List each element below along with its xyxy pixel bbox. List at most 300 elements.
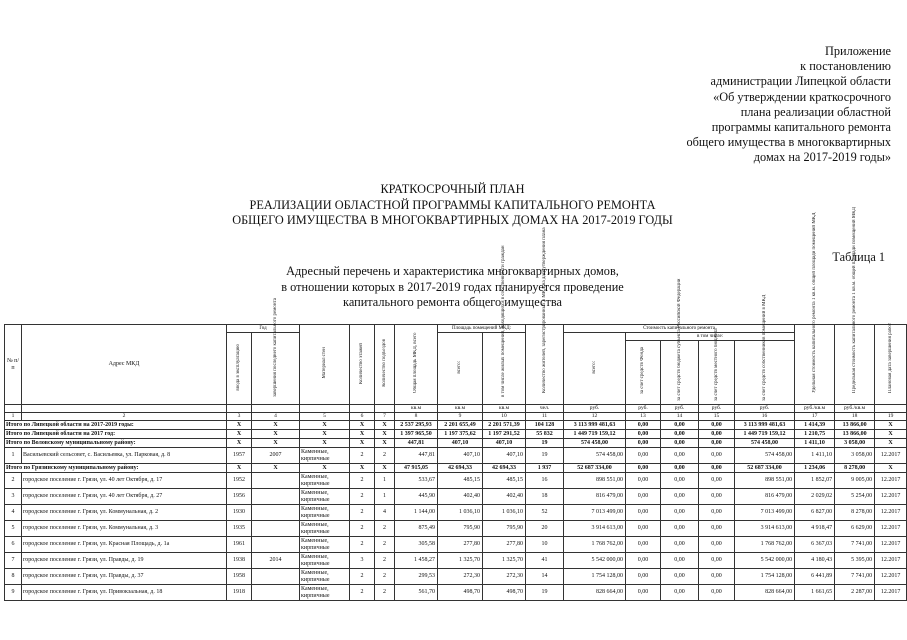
table-cell: 305,58 [395,537,438,553]
table-cell: 0,00 [699,505,735,521]
table-cell: 0,00 [661,553,699,569]
table-cell: 0,00 [699,489,735,505]
table-cell: Итого по Грязинскому муниципальному району: [5,464,227,473]
title-line: ОБЩЕГО ИМУЩЕСТВА В МНОГОКВАРТИРНЫХ ДОМАХ НА 2017-2019 ГОДЫ [232,213,673,227]
table-cell: 2 [350,569,375,585]
table-cell: 2 201 571,39 [483,421,526,430]
title-line: РЕАЛИЗАЦИИ ОБЛАСТНОЙ ПРОГРАММЫ КАПИТАЛЬНОГО РЕМОНТА [249,197,656,212]
table-cell: 2 [375,448,395,464]
table-cell: 12.2017 [875,537,907,553]
table-cell: 498,70 [438,585,483,601]
table-cell: 0,00 [699,439,735,448]
table-cell: 445,90 [395,489,438,505]
table-cell: 1 768 762,00 [735,537,795,553]
table-cell: 1 414,39 [795,421,835,430]
table-cell: 875,49 [395,521,438,537]
table-cell: 795,90 [483,521,526,537]
table-cell: Каменные, кирпичные [300,505,350,521]
table-cell: 0,00 [661,537,699,553]
table-cell: 4 180,43 [795,553,835,569]
table-row [5,489,907,505]
table-row [5,569,907,585]
table-cell: 13 866,00 [835,421,875,430]
table-cell: 16 [526,473,564,489]
table-cell: 3 058,00 [835,439,875,448]
table-cell: 898 551,00 [564,473,626,489]
header-unit-cost: Удельная стоимость капитального ремонта 1 кв.м. общей площади помещений МКД [795,325,835,405]
table-cell: 1 768 762,00 [564,537,626,553]
table-cell: 19 [526,585,564,601]
table-cell [252,569,300,585]
header-cost-incl: в том числе: [626,333,795,341]
table-cell: 574 458,00 [564,448,626,464]
table-cell: 574 458,00 [735,448,795,464]
table-cell: 272,30 [438,569,483,585]
table-cell: 407,10 [438,448,483,464]
table-cell: 52 687 334,00 [735,464,795,473]
table-row [5,553,907,569]
table-cell: Каменные, кирпичные [300,448,350,464]
table-cell: 3 113 999 481,63 [735,421,795,430]
table-cell: 2 [375,521,395,537]
table-cell: 5 542 000,00 [564,553,626,569]
table-cell: 0,00 [626,448,661,464]
table-cell: 19 [526,448,564,464]
table-cell: 6 441,89 [795,569,835,585]
table-cell: 1 661,65 [795,585,835,601]
table-cell: Каменные, кирпичные [300,537,350,553]
table-cell: 8 [5,569,22,585]
table-cell: 42 694,33 [438,464,483,473]
table-cell: 533,67 [395,473,438,489]
table-cell: 41 [526,553,564,569]
table-cell: X [350,464,375,473]
table-cell: 402,40 [483,489,526,505]
table-cell: 6 367,03 [795,537,835,553]
table-cell: X [252,464,300,473]
table-cell: 2 [350,489,375,505]
table-cell: X [875,464,907,473]
table-cell: 12.2017 [875,448,907,464]
table-cell: 2 537 295,93 [395,421,438,430]
table-cell: X [252,439,300,448]
table-cell: 272,30 [483,569,526,585]
appendix-line: общего имущества в многоквартирных [686,135,891,150]
table-cell: 12.2017 [875,505,907,521]
table-cell: 0,00 [699,448,735,464]
table-cell: X [252,430,300,439]
table-cell: X [300,464,350,473]
table-cell [252,473,300,489]
table-row [5,448,907,464]
table-cell: городское поселение г. Грязи, ул. Привокзальная, д. 18 [22,585,227,601]
table-cell: 2 029,02 [795,489,835,505]
appendix-line: Приложение [825,44,891,58]
table-cell: 828 664,00 [564,585,626,601]
table-cell: 20 [526,521,564,537]
table-cell: Каменные, кирпичные [300,585,350,601]
table-body [5,405,907,601]
table-cell: 1 449 719 159,12 [735,430,795,439]
table-row [5,505,907,521]
table-cell: 0,00 [661,585,699,601]
table-cell: 9 005,00 [835,473,875,489]
table-cell: 1 754 128,00 [564,569,626,585]
header-cost-fund: за счет средств Фонда [626,341,661,405]
document-title [0,182,905,229]
table-row [5,585,907,601]
table-cell: X [375,430,395,439]
table-cell: 12.2017 [875,473,907,489]
table-cell: Итого по Липецкой области на 2017 год: [5,430,227,439]
total-row [5,430,907,439]
table-cell: 0,00 [626,421,661,430]
table-cell: 3 [350,553,375,569]
table-cell: X [252,421,300,430]
table-row [5,537,907,553]
table-cell: Каменные, кирпичные [300,569,350,585]
table-cell: 55 832 [526,430,564,439]
table-cell: X [227,421,252,430]
table-cell: Каменные, кирпичные [300,489,350,505]
appendix-line: домах на 2017-2019 годы» [753,150,891,165]
table-cell: городское поселение г. Грязи, ул. Правды, д. 37 [22,569,227,585]
table-cell: 402,40 [438,489,483,505]
header-cost-local: за счет средств местного бюджета [699,341,735,405]
table-cell: 1 [375,489,395,505]
table-cell: 1 411,10 [795,439,835,448]
table-cell: 1935 [227,521,252,537]
table-cell: 3 113 999 481,63 [564,421,626,430]
table-cell: 1 325,70 [483,553,526,569]
table-cell: 0,00 [699,421,735,430]
table-cell: 0,00 [699,553,735,569]
table-cell: 3 914 613,00 [564,521,626,537]
table-cell: 2 [350,448,375,464]
table-cell: 0,00 [661,505,699,521]
table-cell: 299,53 [395,569,438,585]
table-cell: 8 278,00 [835,505,875,521]
table-cell [252,489,300,505]
table-cell: 407,10 [438,439,483,448]
table-cell: 1 458,27 [395,553,438,569]
table-row [5,521,907,537]
table-cell: 0,00 [661,569,699,585]
header-max-cost: Предельная стоимость капитального ремонта 1 кв.м. общей площади помещений МКД [835,325,875,405]
table-cell: 1938 [227,553,252,569]
table-cell: 2 [375,569,395,585]
appendix-line: программы капитального ремонта [711,120,891,135]
header-cost-owners: за счет средств собственников помещений в МКД [735,341,795,405]
table-cell: 828 664,00 [735,585,795,601]
table-cell: 277,80 [438,537,483,553]
table-cell: 485,15 [483,473,526,489]
header-premises-owned: в том числе жилых помещений, находящихся в собственности граждан [483,333,526,405]
table-cell: городское поселение г. Грязи, ул. 40 лет Октября, д. 27 [22,489,227,505]
table-cell: 1961 [227,537,252,553]
table-cell: 104 128 [526,421,564,430]
header-planned-date: Плановая дата завершения работ [875,325,907,405]
table-number-label: Таблица 1 [832,250,885,264]
table-cell: 2 [375,585,395,601]
table-cell: 9 [5,585,22,601]
table-row [5,473,907,489]
total-row [5,439,907,448]
table-cell: 898 551,00 [735,473,795,489]
appendix-line: администрации Липецкой области [710,74,891,89]
table-cell: 1 411,10 [795,448,835,464]
table-cell [252,537,300,553]
column-numbers-row: 1 2 3 4 5 6 7 8 9 10 11 12 13 14 15 16 17 18 19 [5,413,907,421]
table-cell: 2014 [252,553,300,569]
caption-line: в отношении которых в 2017-2019 годах планируется проведение [281,279,624,294]
table-cell: Итого по Липецкой области на 2017-2019 годы: [5,421,227,430]
table-cell: 1 937 [526,464,564,473]
table-cell: 0,00 [626,569,661,585]
table-cell: 2 [5,473,22,489]
table-cell: X [875,421,907,430]
table-cell: 407,10 [483,439,526,448]
table-cell: 1 210,75 [795,430,835,439]
appendix-line: к постановлению [800,59,891,74]
table-cell: X [227,439,252,448]
table-cell: Васильевский сельсовет, с. Васильевка, ул. Парковая, д. 8 [22,448,227,464]
table-cell: 561,70 [395,585,438,601]
table-cell: 2 287,00 [835,585,875,601]
table-cell: 277,80 [483,537,526,553]
table-cell: 0,00 [626,521,661,537]
table-cell: 795,90 [438,521,483,537]
table-cell: 0,00 [661,421,699,430]
table-cell: 0,00 [661,448,699,464]
table-cell: 1 197 375,62 [438,430,483,439]
table-cell: X [875,430,907,439]
table-cell: X [350,430,375,439]
table-cell: 47 915,05 [395,464,438,473]
table-cell: 1918 [227,585,252,601]
units-row: кв.м кв.м кв.м чел. руб. руб. руб. руб. руб. руб./кв.м руб./кв.м [5,405,907,413]
table-cell: 1 325,70 [438,553,483,569]
total-row [5,421,907,430]
table-cell: Каменные, кирпичные [300,473,350,489]
table-cell: 2 [350,505,375,521]
table-cell: 4 918,47 [795,521,835,537]
header-year-repair: завершения последнего капитального ремонта [252,333,300,405]
table-cell: 7 [5,553,22,569]
table-cell: X [350,421,375,430]
table-cell: 8 278,00 [835,464,875,473]
table-cell: городское поселение г. Грязи, ул. Коммунальная, д. 2 [22,505,227,521]
caption-line: капитального ремонта общего имущества [343,295,562,309]
table-cell: 7 741,00 [835,537,875,553]
table-cell: 0,00 [626,585,661,601]
table-cell: 2 [375,537,395,553]
table-cell: городское поселение г. Грязи, ул. Красная Площадь, д. 1а [22,537,227,553]
table-cell: 0,00 [626,489,661,505]
table-cell: 0,00 [626,473,661,489]
table-cell: Итого по Воловскому муниципальному району: [5,439,227,448]
table-cell: 2 [350,585,375,601]
table-cell: 5 [5,521,22,537]
table-cell: 0,00 [699,473,735,489]
table-cell: X [227,464,252,473]
table-cell: 0,00 [699,585,735,601]
table-cell: 0,00 [699,430,735,439]
table-cell: 0,00 [626,430,661,439]
table-cell: 19 [526,439,564,448]
table-cell: 1 144,00 [395,505,438,521]
table-cell [252,505,300,521]
table-cell: 42 694,33 [483,464,526,473]
header-floors: Количество этажей [350,325,375,405]
table-cell: городское поселение г. Грязи, ул. 40 лет Октября, д. 17 [22,473,227,489]
header-entrances: Количество подъездов [375,325,395,405]
table-cell: X [300,421,350,430]
header-year-built: ввода в эксплуатацию [227,333,252,405]
table-cell: 12.2017 [875,521,907,537]
table-cell: 0,00 [626,505,661,521]
table-cell: 0,00 [626,537,661,553]
table-cell: X [300,439,350,448]
table-cell: 574 458,00 [735,439,795,448]
table-cell: 1 197 291,52 [483,430,526,439]
header-cost-total: всего: [564,333,626,405]
table-cell: 0,00 [626,553,661,569]
table-cell: 0,00 [626,439,661,448]
table-cell: 816 479,00 [735,489,795,505]
table-cell: X [875,439,907,448]
table-cell: 7 741,00 [835,569,875,585]
caption-line: Адресный перечень и характеристика многоквартирных домов, [286,264,619,278]
table-cell: 18 [526,489,564,505]
table-cell: 5 395,00 [835,553,875,569]
table-cell: 0,00 [699,464,735,473]
table-cell: 14 [526,569,564,585]
header-year: Год [227,325,300,333]
title-line: КРАТКОСРОЧНЫЙ ПЛАН [380,182,525,196]
table-cell: X [375,464,395,473]
table-cell: 1957 [227,448,252,464]
table-cell: 1 234,06 [795,464,835,473]
appendix-heading [687,44,891,166]
table-cell: 485,15 [438,473,483,489]
header-wall-material: Материал стен [300,325,350,405]
table-cell: 6 [5,537,22,553]
table-cell: 447,81 [395,439,438,448]
table-cell: городское поселение г. Грязи, ул. Коммунальная, д. 3 [22,521,227,537]
table-cell [252,585,300,601]
table-cell: X [350,439,375,448]
table-cell: 4 [375,505,395,521]
appendix-line: плана реализации областной [740,104,891,119]
header-cost: Стоимость капитального ремонта [564,325,795,333]
table-cell: 12.2017 [875,569,907,585]
table-cell: Каменные, кирпичные [300,553,350,569]
table-cell: 5 254,00 [835,489,875,505]
table-cell: 2 [350,537,375,553]
table-cell [252,521,300,537]
table-cell: 0,00 [661,464,699,473]
header-cost-regional: за счет средств бюджета субъекта Российской Федерации [661,341,699,405]
table-cell: 447,81 [395,448,438,464]
total-row [5,464,907,473]
table-cell: 2 [350,473,375,489]
table-cell: 0,00 [661,439,699,448]
table-cell: 1 [5,448,22,464]
table-cell: 1 [375,473,395,489]
table-cell: 0,00 [626,464,661,473]
table-cell: X [375,439,395,448]
table-caption [0,264,905,311]
table-cell: 0,00 [661,473,699,489]
table-cell: 0,00 [661,430,699,439]
table-cell: 4 [5,505,22,521]
table-cell: 2 201 655,49 [438,421,483,430]
appendix-line: «Об утверждении краткосрочного [713,89,891,104]
table-cell: Каменные, кирпичные [300,521,350,537]
table-cell: X [227,430,252,439]
table-cell: 2 [350,521,375,537]
table-cell: 1 754 128,00 [735,569,795,585]
table-cell: 5 542 000,00 [735,553,795,569]
table-cell: 1 397 965,50 [395,430,438,439]
table-cell: 1958 [227,569,252,585]
table-cell: 3 [5,489,22,505]
table-cell: X [300,430,350,439]
table-cell: 7 013 499,00 [564,505,626,521]
table-cell: 1 036,10 [483,505,526,521]
table-cell: 12.2017 [875,489,907,505]
table-cell: 0,00 [699,537,735,553]
table-cell: 3 058,00 [835,448,875,464]
table-cell: 498,70 [483,585,526,601]
table-cell: 0,00 [699,521,735,537]
table-cell: городское поселение г. Грязи, ул. Правды, д. 19 [22,553,227,569]
table-cell: 12.2017 [875,585,907,601]
table-cell: 1 852,07 [795,473,835,489]
table-cell: 1 449 719 159,12 [564,430,626,439]
table-cell: 816 479,00 [564,489,626,505]
table-cell: 7 013 499,00 [735,505,795,521]
table-cell: 3 914 613,00 [735,521,795,537]
table-cell: 574 458,00 [564,439,626,448]
table-cell: 1930 [227,505,252,521]
table-cell: 13 866,00 [835,430,875,439]
table-cell: 6 827,00 [795,505,835,521]
table-cell: 1956 [227,489,252,505]
table-cell: 0,00 [661,489,699,505]
table-cell: 0,00 [661,521,699,537]
table-cell: 1952 [227,473,252,489]
table-cell: 6 629,00 [835,521,875,537]
table-cell: 2 [375,553,395,569]
table-cell: 10 [526,537,564,553]
table-cell: X [375,421,395,430]
header-premises-total: всего: [438,333,483,405]
header-address: Адрес МКД [22,325,227,405]
table-cell: 2007 [252,448,300,464]
header-total-area: Общая площадь МКД, всего [395,325,438,405]
table-cell: 0,00 [699,569,735,585]
header-num: № п/п [5,325,22,405]
table-cell: 52 687 334,00 [564,464,626,473]
table-cell: 52 [526,505,564,521]
table-cell: 1 036,10 [438,505,483,521]
header-premises-area: Площадь помещений МКД: [438,325,526,333]
header-residents: Количество жителей, зарегистрированных в МКД на дату утверждения плана [526,325,564,405]
table-cell: 12.2017 [875,553,907,569]
table-cell: 407,10 [483,448,526,464]
